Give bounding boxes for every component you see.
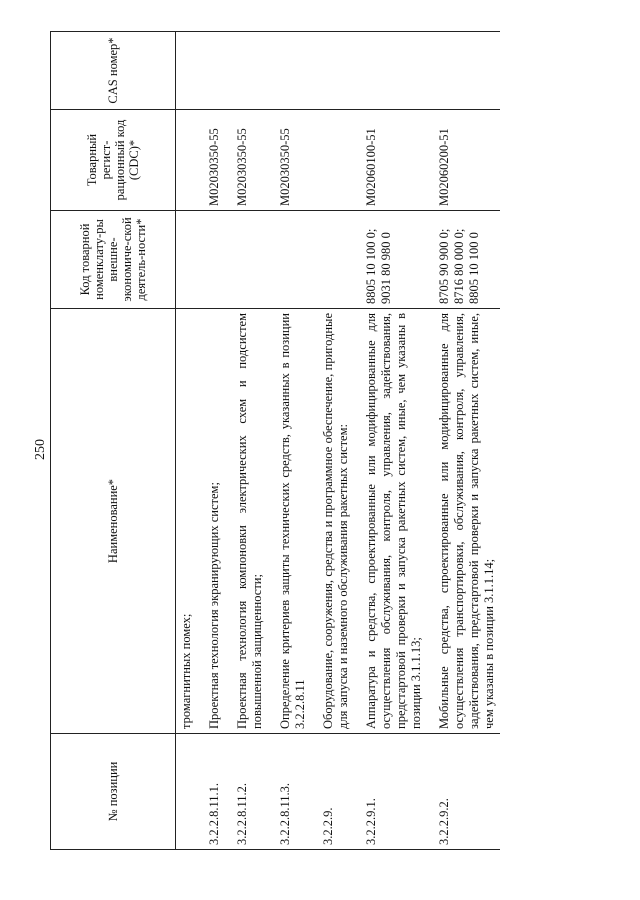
row-fea-code: [354, 211, 427, 309]
row-cdc: M02030350-55: [268, 110, 311, 211]
row-name: Аппаратура и средства, спроектированные или модифицированные для осуществления обслуживания, контроля, управления, задействования, предстартовой проверки и запуска ракетных систем, иные, чем указаны в позиции 3.1.1.13;: [354, 309, 427, 734]
table-row: [197, 32, 225, 850]
row-cas: [268, 32, 311, 110]
row-cdc: M02060100-51: [354, 110, 427, 211]
table-header-row: [51, 32, 176, 850]
fea-code: 9031 80 980 0: [379, 232, 393, 304]
row-name: Определение критериев защиты технических средств, указанных в позиции 3.2.2.8.11: [268, 309, 311, 734]
continuation-text: тромагнитных помех;: [176, 309, 198, 734]
continuation-row: [176, 32, 198, 850]
row-fea-code: [268, 211, 311, 309]
row-name: Мобильные средства, спроектированные или модифицированные для осуществления транспортировки, обслуживания, контроля, управления, задействования, предстартовой проверки и запуска ракетных систем, иные, чем указаны в позиции 3.1.1.14;: [427, 309, 500, 734]
row-position: 3.2.2.8.11.2.: [225, 734, 268, 850]
row-cdc: [311, 110, 354, 211]
table-row: [311, 32, 354, 850]
table-row: [354, 32, 427, 850]
header-cas-number: CAS номер*: [51, 32, 176, 110]
rotated-table-container: [50, 32, 590, 850]
row-fea-code: [197, 211, 225, 309]
table-row: [427, 32, 500, 850]
row-position: 3.2.2.9.1.: [354, 734, 427, 850]
row-fea-code: [225, 211, 268, 309]
row-position: 3.2.2.8.11.3.: [268, 734, 311, 850]
table-row: [268, 32, 311, 850]
header-commodity-code: Товарный регист-рационный код (CDC)*: [51, 110, 176, 211]
row-position: 3.2.2.9.2.: [427, 734, 500, 850]
row-fea-code: [311, 211, 354, 309]
fea-code: 8805 10 100 0;: [364, 228, 378, 304]
header-name: Наименование*: [51, 309, 176, 734]
page-number: 250: [33, 439, 48, 461]
row-name: Оборудование, сооружения, средства и программное обеспечение, пригодные для запуска и наземного обслуживания ракетных систем:: [311, 309, 354, 734]
fea-code: 8705 90 900 0;: [437, 228, 451, 304]
row-cas: [427, 32, 500, 110]
header-foreign-trade-code: Код товарной номенклату-ры внешне-экономиче-ской деятель-ности*: [51, 211, 176, 309]
controlled-items-table: [50, 31, 500, 850]
row-name: Проектная технология экранирующих систем;: [197, 309, 225, 734]
row-cas: [311, 32, 354, 110]
header-position: № позиции: [51, 734, 176, 850]
row-position: 3.2.2.9.: [311, 734, 354, 850]
row-cdc: M02060200-51: [427, 110, 500, 211]
row-cas: [354, 32, 427, 110]
row-fea-code: [427, 211, 500, 309]
row-name: Проектная технология компоновки электрических схем и подсистем повышенной защищенности;: [225, 309, 268, 734]
table-row: [225, 32, 268, 850]
fea-code: 8805 10 100 0: [467, 232, 481, 304]
row-cas: [197, 32, 225, 110]
row-position: 3.2.2.8.11.1.: [197, 734, 225, 850]
row-cdc: M02030350-55: [225, 110, 268, 211]
fea-code: 8716 80 000 0;: [452, 228, 466, 304]
row-cdc: M02030350-55: [197, 110, 225, 211]
row-cas: [225, 32, 268, 110]
